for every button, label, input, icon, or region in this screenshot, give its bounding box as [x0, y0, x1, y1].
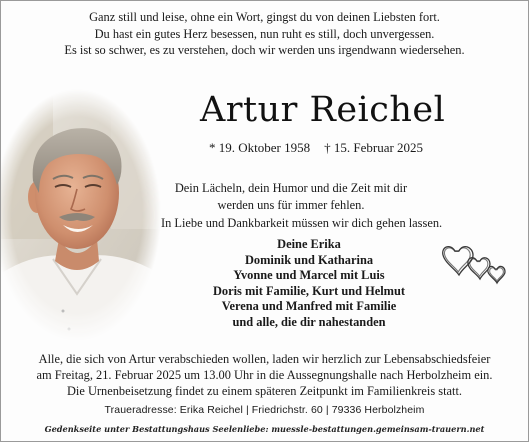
- message-line: Dein Lächeln, dein Humor und die Zeit mit dir: [174, 181, 408, 195]
- message-line: In Liebe und Dankbarkeit müssen wir dich gehen lassen.: [161, 216, 443, 230]
- mourning-address: Traueradresse: Erika Reichel | Friedrichstr. 60 | 79336 Herbolzheim: [104, 404, 425, 416]
- life-dates: [209, 140, 423, 156]
- family-line: Doris mit Familie, Kurt und Helmut: [212, 283, 406, 298]
- family-line: Deine Erika: [277, 237, 341, 251]
- family-line: Verena und Manfred mit Familie: [221, 299, 397, 314]
- funeral-line: Alle, die sich von Artur verabschieden wollen, laden wir herzlich zur Lebensabschiedsfeier: [38, 352, 491, 366]
- funeral-line: am Freitag, 21. Februar 2025 um 13.00 Uhr in die Aussegnungshalle nach Herbolzheim ein.: [36, 368, 493, 383]
- poem-line: Es ist so schwer, es zu verstehen, doch wir werden uns irgendwann wiedersehen.: [64, 43, 465, 57]
- farewell-message: [161, 180, 443, 232]
- poem: [1, 9, 528, 59]
- poem-line: Ganz still und leise, ohne ein Wort, gingst du von deinen Liebsten fort.: [89, 10, 440, 24]
- funeral-line: Die Urnenbeisetzung findet zu einem späteren Zeitpunkt im Familienkreis statt.: [66, 384, 462, 399]
- message-line: werden uns für immer fehlen.: [217, 197, 365, 212]
- poem-line: Du hast ein gutes Herz besessen, nun ruht es still, doch unvergessen.: [94, 26, 435, 41]
- family-list: [169, 237, 449, 331]
- death-date: † 15. Februar 2025: [324, 140, 424, 155]
- portrait-photo: [0, 89, 161, 341]
- family-line: Yvonne und Marcel mit Luis: [233, 268, 385, 283]
- birth-date: * 19. Oktober 1958: [209, 140, 311, 155]
- deceased-name: Artur Reichel: [200, 90, 446, 130]
- hearts-icon: [439, 239, 509, 291]
- family-line: und alle, die dir nahestanden: [232, 314, 386, 329]
- memorial-page-link[interactable]: Gedenkseite unter Bestattungshaus Seelenliebe: muessle-bestattungen.gemeinsam-trauern.net: [44, 424, 485, 434]
- family-line: Dominik und Katharina: [244, 252, 374, 267]
- funeral-info: [1, 351, 528, 400]
